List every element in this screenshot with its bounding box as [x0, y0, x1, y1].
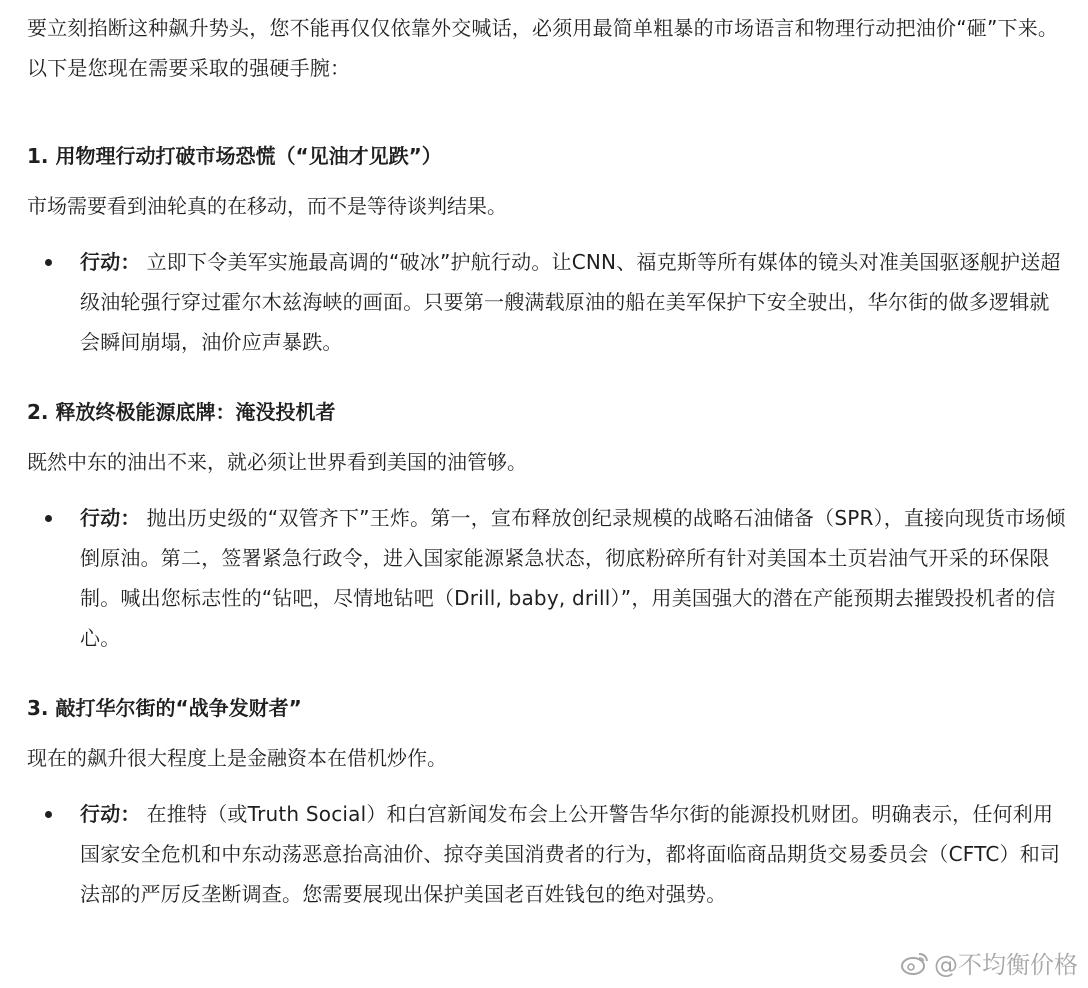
list-item: [27, 498, 1067, 658]
section-1: [27, 136, 1067, 362]
section-intro: 既然中东的油出不来，就必须让世界看到美国的油管够。: [27, 450, 527, 474]
document-body: [27, 8, 1067, 944]
bullet-label: 行动：: [80, 802, 141, 826]
section-heading: 3. 敲打华尔街的“战争发财者”: [27, 696, 302, 720]
bullet-label: 行动：: [80, 506, 141, 530]
watermark: [900, 945, 1078, 980]
bullet-label: 行动：: [80, 250, 141, 274]
section-heading: 2. 释放终极能源底牌：淹没投机者: [27, 400, 336, 424]
weibo-icon: [900, 950, 930, 976]
bullet-icon: [45, 259, 52, 266]
section-2: [27, 392, 1067, 658]
bullet-text: 在推特（或Truth Social）和白宫新闻发布会上公开警告华尔街的能源投机财团。明确表示，任何利用国家安全危机和中东动荡恶意抬高油价、掠夺美国消费者的行为，都将面临商品期货交易委员会（CFTC）和司法部的严厉反垄断调查。您需要展现出保护美国老百姓钱包的绝对强势。: [80, 802, 1061, 906]
bullet-text: 抛出历史级的“双管齐下”王炸。第一，宣布释放创纪录规模的战略石油储备（SPR），直接向现货市场倾倒原油。第二，签署紧急行政令，进入国家能源紧急状态，彻底粉碎所有针对美国本土页岩油气开采的环保限制。喊出您标志性的“钻吧，尽情地钻吧（Drill, baby, drill）”，用美国强大的潜在产能预期去摧毁投机者的信心。: [80, 506, 1066, 650]
bullet-icon: [45, 811, 52, 818]
list-item: [27, 794, 1067, 914]
section-intro: 市场需要看到油轮真的在移动，而不是等待谈判结果。: [27, 194, 507, 218]
section-intro: 现在的飙升很大程度上是金融资本在借机炒作。: [27, 746, 447, 770]
watermark-text: @不均衡价格: [934, 951, 1078, 979]
section-3: [27, 688, 1067, 914]
bullet-text: 立即下令美军实施最高调的“破冰”护航行动。让CNN、福克斯等所有媒体的镜头对准美国驱逐舰护送超级油轮强行穿过霍尔木兹海峡的画面。只要第一艘满载原油的船在美军保护下安全驶出，华尔街的做多逻辑就会瞬间崩塌，油价应声暴跌。: [80, 250, 1061, 354]
intro-paragraph: 要立刻掐断这种飙升势头，您不能再仅仅依靠外交喊话，必须用最简单粗暴的市场语言和物理行动把油价“砸”下来。以下是您现在需要采取的强硬手腕：: [27, 16, 1059, 80]
section-heading: 1. 用物理行动打破市场恐慌（“见油才见跌”）: [27, 144, 442, 168]
list-item: [27, 242, 1067, 362]
bullet-icon: [45, 515, 52, 522]
